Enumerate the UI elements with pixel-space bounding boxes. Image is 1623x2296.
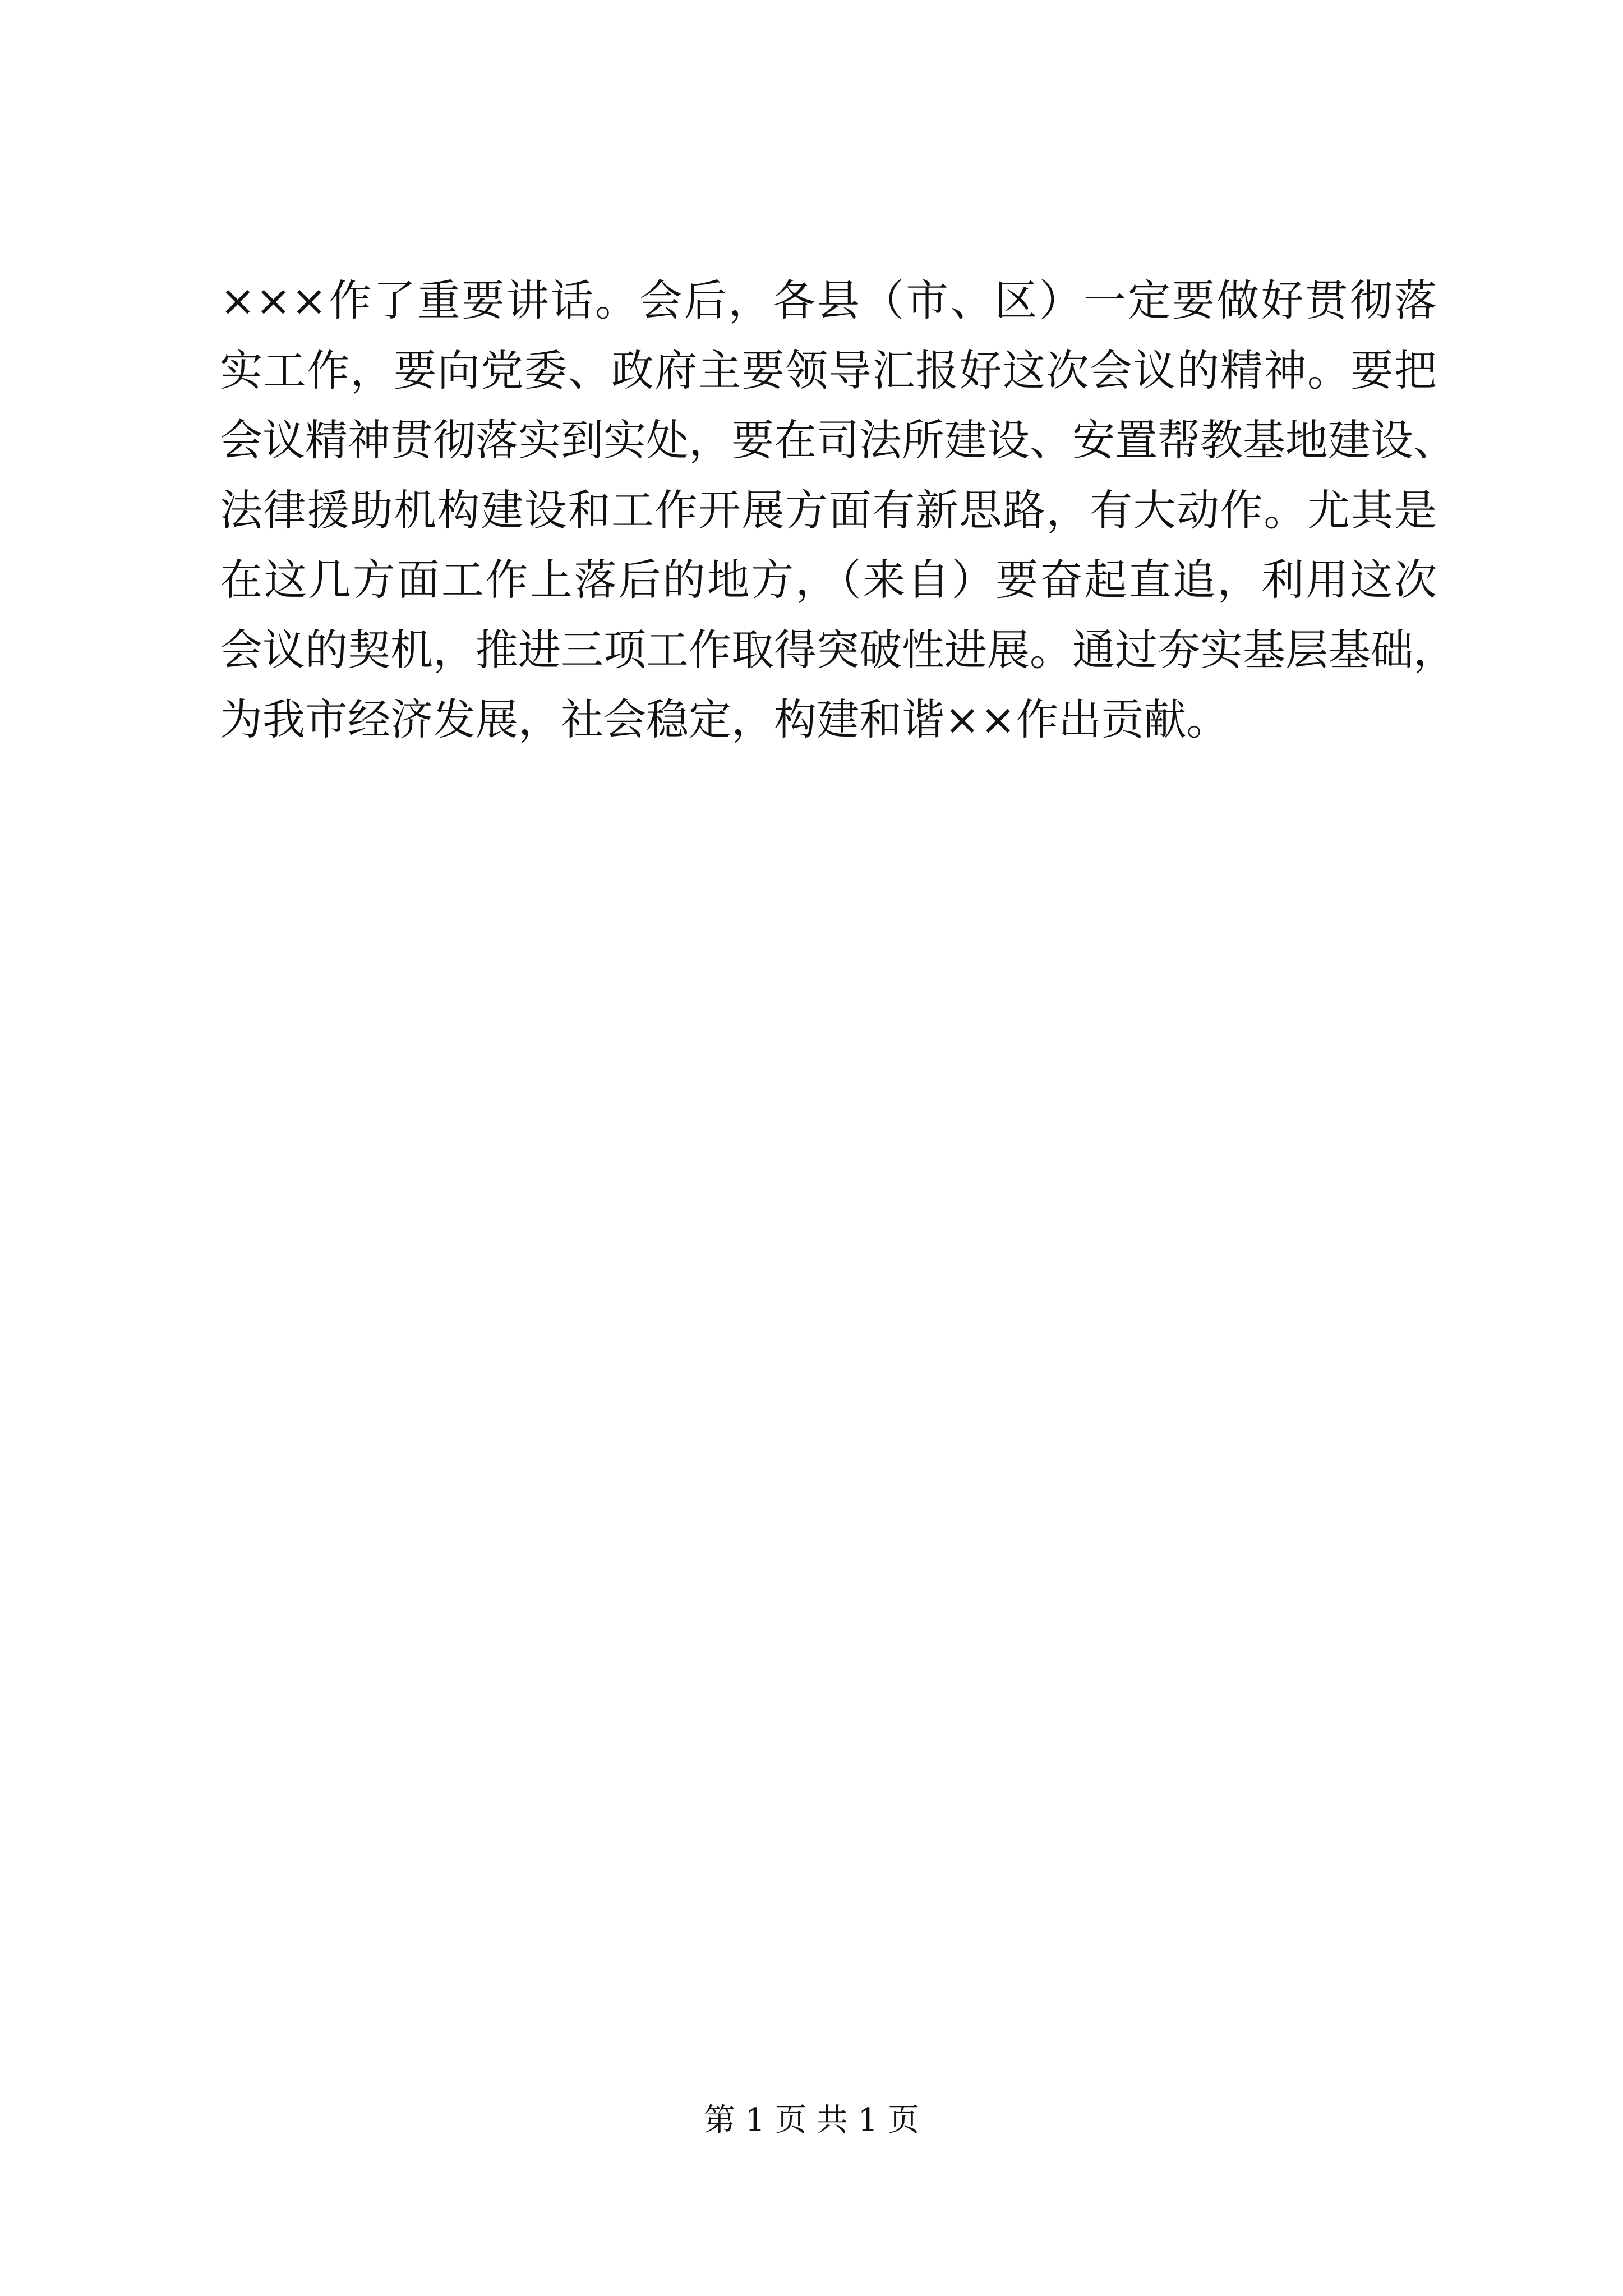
paragraph-line-2: 实工作，要向党委、政府主要领导汇报好这次会议的精神。要把 bbox=[220, 345, 1437, 395]
paragraph-line-3: 会议精神贯彻落实到实处，要在司法所建设、安置帮教基地建设、 bbox=[220, 415, 1456, 465]
paragraph-line-7: 为我市经济发展，社会稳定，构建和谐××作出贡献。 bbox=[220, 694, 1229, 744]
body-paragraph bbox=[220, 266, 1456, 755]
page-number-footer: 第 1 页 共 1 页 bbox=[703, 2102, 920, 2138]
paragraph-line-1: ×××作了重要讲话。会后，各县（市、区）一定要做好贯彻落 bbox=[220, 275, 1437, 325]
paragraph-line-5: 在这几方面工作上落后的地方，（来自）要奋起直追，利用这次 bbox=[220, 555, 1437, 605]
paragraph-line-6: 会议的契机，推进三项工作取得突破性进展。通过夯实基层基础， bbox=[220, 624, 1456, 675]
paragraph-line-4: 法律援助机构建设和工作开展方面有新思路，有大动作。尤其是 bbox=[220, 485, 1437, 535]
